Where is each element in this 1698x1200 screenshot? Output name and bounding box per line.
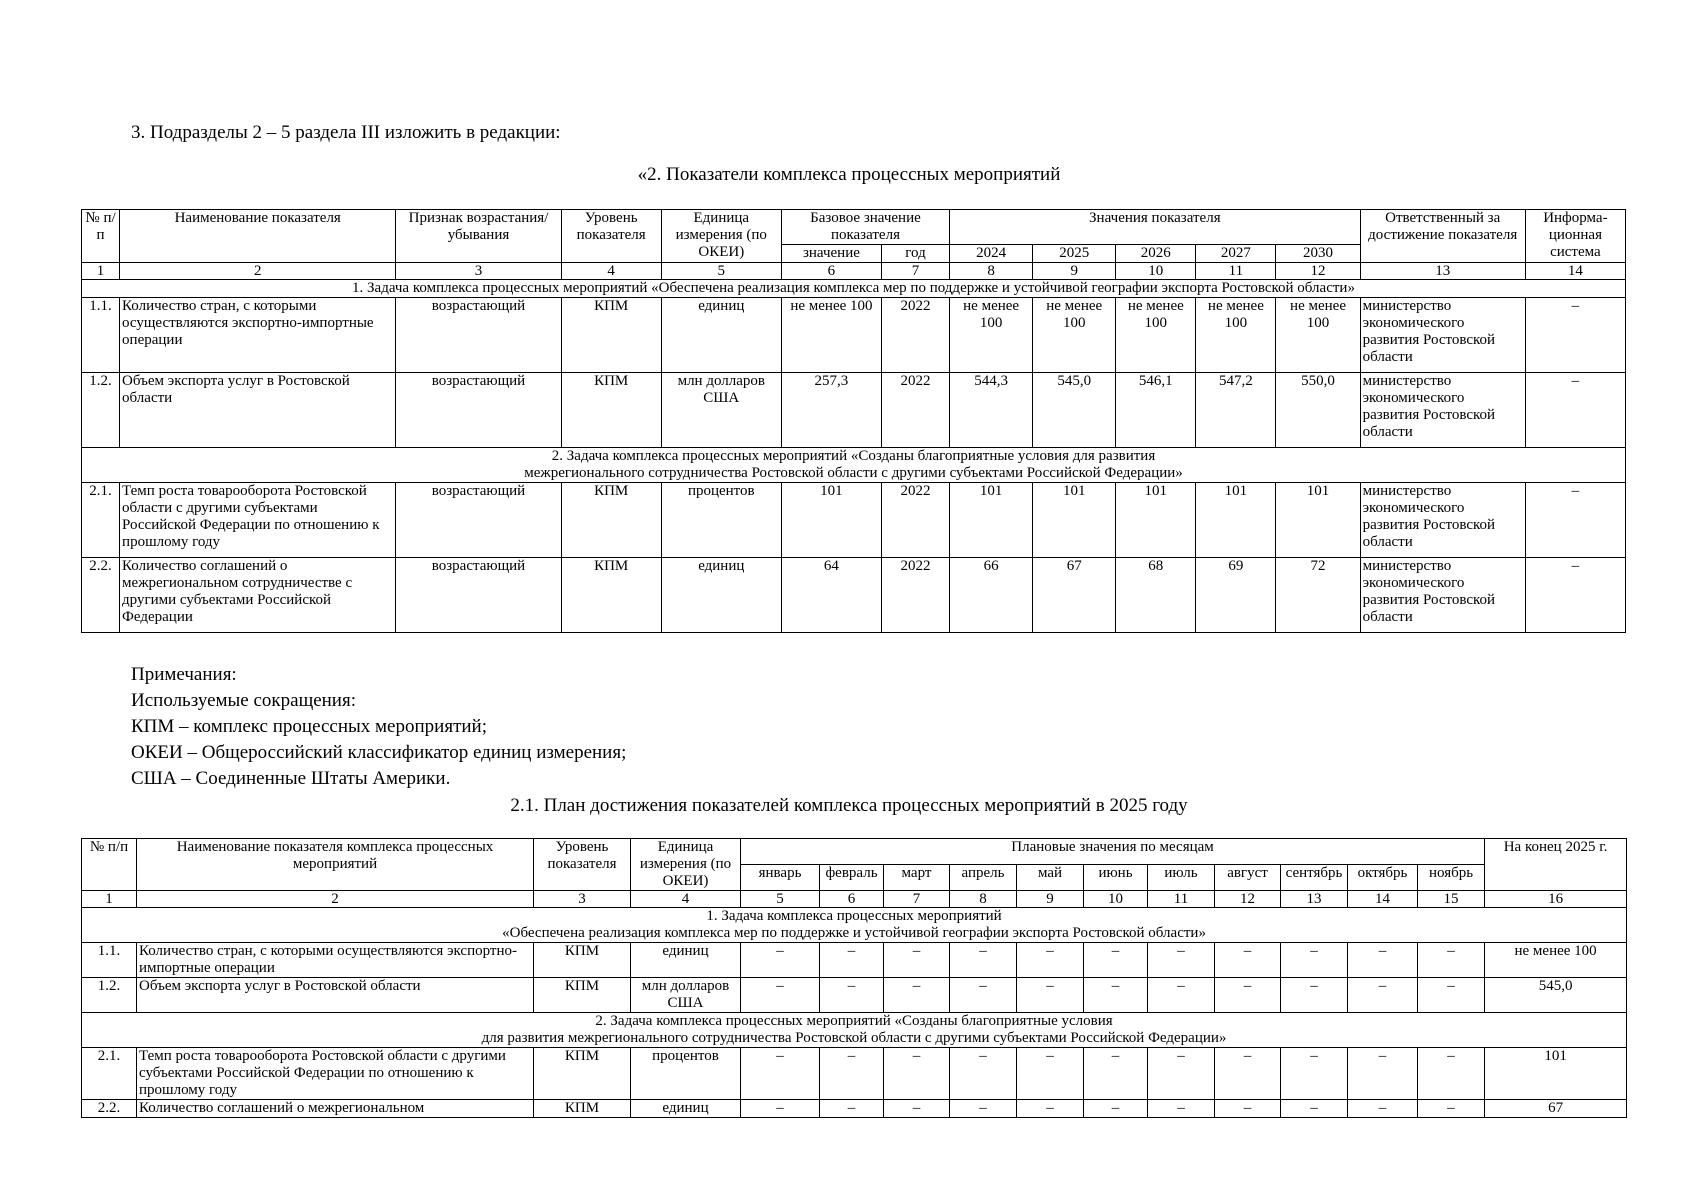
month-value: – bbox=[1148, 1100, 1215, 1118]
month-value: – bbox=[1084, 1048, 1148, 1100]
month-value: – bbox=[884, 1048, 950, 1100]
row-value-2025: 545,0 bbox=[1033, 373, 1116, 448]
header-unit: Единица измерения (по ОКЕИ) bbox=[661, 210, 781, 263]
col-number: 6 bbox=[820, 891, 884, 908]
task-2-line-2: межрегионального сотрудничества Ростовской области с другими субъектами Российской Федерации» bbox=[524, 465, 1183, 481]
row-responsible: министерство экономического развития Ростовской области bbox=[1360, 298, 1525, 373]
row-responsible: министерство экономического развития Ростовской области bbox=[1360, 558, 1525, 633]
notes-title: Примечания: bbox=[131, 664, 237, 685]
header-sign: Признак возрастания/ убывания bbox=[396, 210, 561, 263]
row-value-2030: не менее 100 bbox=[1276, 298, 1360, 373]
header-responsible: Ответственный за достижение показателя bbox=[1360, 210, 1525, 263]
month-value: – bbox=[1418, 943, 1485, 978]
col-number: 12 bbox=[1276, 263, 1360, 280]
notes-okei: ОКЕИ – Общероссийский классификатор единиц измерения; bbox=[131, 742, 627, 763]
col-number: 15 bbox=[1418, 891, 1485, 908]
row-sign: возрастающий bbox=[396, 298, 561, 373]
row-value-2026: не менее 100 bbox=[1116, 298, 1196, 373]
row-name: Количество стран, с которыми осуществляются экспортно-импортные операции bbox=[137, 943, 534, 978]
header-level: Уровень показателя bbox=[561, 210, 661, 263]
month-value: – bbox=[1148, 1048, 1215, 1100]
row-value-2026: 546,1 bbox=[1116, 373, 1196, 448]
row-sign: возрастающий bbox=[396, 483, 561, 558]
col-number: 3 bbox=[396, 263, 561, 280]
row-level: КПМ bbox=[561, 373, 661, 448]
header-year: 2024 bbox=[950, 245, 1033, 263]
row-level: КПМ bbox=[534, 978, 631, 1013]
row-name: Объем экспорта услуг в Ростовской области bbox=[137, 978, 534, 1013]
section-2-title: «2. Показатели комплекса процессных мероприятий bbox=[637, 164, 1061, 185]
row-sign: возрастающий bbox=[396, 558, 561, 633]
table-row bbox=[82, 978, 1627, 1013]
month-value: – bbox=[741, 1100, 820, 1118]
row-responsible: министерство экономического развития Ростовской области bbox=[1360, 373, 1525, 448]
month-value: – bbox=[1215, 1048, 1281, 1100]
header-month: март bbox=[884, 865, 950, 891]
header-base-year: год bbox=[881, 245, 949, 263]
col-number: 16 bbox=[1485, 891, 1627, 908]
column-numbers-row bbox=[82, 891, 1627, 908]
row-value-2025: 101 bbox=[1033, 483, 1116, 558]
month-value: – bbox=[1084, 1100, 1148, 1118]
row-base-value: не менее 100 bbox=[781, 298, 881, 373]
task-1-line-2: «Обеспечена реализация комплекса мер по поддержке и устойчивой географии экспорта Ростовской области» bbox=[502, 925, 1206, 941]
row-num: 2.2. bbox=[82, 1100, 137, 1118]
row-infosys: – bbox=[1525, 298, 1625, 373]
month-value: – bbox=[1281, 978, 1348, 1013]
month-value: – bbox=[884, 1100, 950, 1118]
month-value: – bbox=[1418, 1048, 1485, 1100]
notes-usa: США – Соединенные Штаты Америки. bbox=[131, 768, 451, 789]
notes-block bbox=[131, 662, 626, 792]
row-value-2026: 101 bbox=[1116, 483, 1196, 558]
task-1-heading: 1. Задача комплекса процессных мероприятий «Обеспечена реализация комплекса мер по поддержке и устойчивой географии экспорта Ростовской области» bbox=[82, 280, 1626, 298]
month-value: – bbox=[741, 943, 820, 978]
row-value-2027: 547,2 bbox=[1196, 373, 1276, 448]
month-value: – bbox=[1017, 978, 1084, 1013]
row-unit: единиц bbox=[661, 298, 781, 373]
month-value: – bbox=[950, 978, 1017, 1013]
month-value: – bbox=[1281, 1048, 1348, 1100]
header-year: 2027 bbox=[1196, 245, 1276, 263]
month-value: – bbox=[1348, 1048, 1418, 1100]
row-value-2027: 69 bbox=[1196, 558, 1276, 633]
month-value: – bbox=[1017, 1048, 1084, 1100]
col-number: 8 bbox=[950, 263, 1033, 280]
row-base-value: 257,3 bbox=[781, 373, 881, 448]
table-row bbox=[82, 943, 1627, 978]
month-value: – bbox=[950, 1048, 1017, 1100]
row-base-value: 101 bbox=[781, 483, 881, 558]
month-value: – bbox=[820, 943, 884, 978]
row-unit: млн долларов США bbox=[661, 373, 781, 448]
month-value: – bbox=[1084, 943, 1148, 978]
month-value: – bbox=[1348, 1100, 1418, 1118]
row-value-2026: 68 bbox=[1116, 558, 1196, 633]
task-1-line-1: 1. Задача комплекса процессных мероприятий bbox=[706, 908, 1002, 924]
row-sign: возрастающий bbox=[396, 373, 561, 448]
month-value: – bbox=[1148, 978, 1215, 1013]
header-year: 2030 bbox=[1276, 245, 1360, 263]
row-end-value: 67 bbox=[1485, 1100, 1627, 1118]
col-number: 14 bbox=[1348, 891, 1418, 908]
header-name: Наименование показателя комплекса процессных мероприятий bbox=[137, 839, 534, 891]
notes-kpm: КПМ – комплекс процессных мероприятий; bbox=[131, 716, 487, 737]
header-month: апрель bbox=[950, 865, 1017, 891]
row-responsible: министерство экономического развития Ростовской области bbox=[1360, 483, 1525, 558]
col-number: 13 bbox=[1281, 891, 1348, 908]
col-number: 5 bbox=[741, 891, 820, 908]
row-infosys: – bbox=[1525, 373, 1625, 448]
plan-table bbox=[81, 838, 1627, 1118]
month-value: – bbox=[884, 943, 950, 978]
month-value: – bbox=[1017, 943, 1084, 978]
header-month: июнь bbox=[1084, 865, 1148, 891]
task-2-line-2: для развития межрегионального сотрудничества Ростовской области с другими субъектами Российской Федерации» bbox=[481, 1030, 1227, 1046]
header-unit: Единица измерения (по ОКЕИ) bbox=[631, 839, 741, 891]
row-num: 1.1. bbox=[82, 298, 120, 373]
indicators-table bbox=[81, 209, 1626, 633]
section-2-1-title: 2.1. План достижения показателей комплекса процессных мероприятий в 2025 году bbox=[510, 795, 1188, 816]
row-end-value: не менее 100 bbox=[1485, 943, 1627, 978]
month-value: – bbox=[1281, 943, 1348, 978]
header-num: № п/п bbox=[82, 839, 137, 891]
header-month: июль bbox=[1148, 865, 1215, 891]
header-month: май bbox=[1017, 865, 1084, 891]
row-value-2024: 544,3 bbox=[950, 373, 1033, 448]
col-number: 12 bbox=[1215, 891, 1281, 908]
col-number: 11 bbox=[1196, 263, 1276, 280]
header-month: август bbox=[1215, 865, 1281, 891]
header-base: Базовое значение показателя bbox=[781, 210, 949, 245]
month-value: – bbox=[1084, 978, 1148, 1013]
col-number: 5 bbox=[661, 263, 781, 280]
month-value: – bbox=[820, 1100, 884, 1118]
col-number: 8 bbox=[950, 891, 1017, 908]
row-level: КПМ bbox=[534, 943, 631, 978]
task-2-heading bbox=[82, 448, 1626, 483]
row-end-value: 101 bbox=[1485, 1048, 1627, 1100]
month-value: – bbox=[820, 978, 884, 1013]
month-value: – bbox=[1348, 943, 1418, 978]
header-month: сентябрь bbox=[1281, 865, 1348, 891]
row-level: КПМ bbox=[561, 298, 661, 373]
row-end-value: 545,0 bbox=[1485, 978, 1627, 1013]
row-name: Количество стран, с которыми осуществляются экспортно-импортные операции bbox=[120, 298, 396, 373]
col-number: 7 bbox=[884, 891, 950, 908]
month-value: – bbox=[1215, 978, 1281, 1013]
notes-abbr-title: Используемые сокращения: bbox=[131, 690, 356, 711]
header-month: октябрь bbox=[1348, 865, 1418, 891]
table-row bbox=[82, 1100, 1627, 1118]
row-num: 1.2. bbox=[82, 373, 120, 448]
month-value: – bbox=[1348, 978, 1418, 1013]
task-2-line-1: 2. Задача комплекса процессных мероприятий «Созданы благоприятные условия bbox=[595, 1013, 1113, 1029]
col-number: 4 bbox=[631, 891, 741, 908]
row-value-2030: 550,0 bbox=[1276, 373, 1360, 448]
month-value: – bbox=[884, 978, 950, 1013]
header-values: Значения показателя bbox=[950, 210, 1361, 245]
row-value-2030: 101 bbox=[1276, 483, 1360, 558]
row-value-2027: не менее 100 bbox=[1196, 298, 1276, 373]
row-value-2024: 66 bbox=[950, 558, 1033, 633]
row-num: 2.1. bbox=[82, 483, 120, 558]
month-value: – bbox=[950, 1100, 1017, 1118]
row-infosys: – bbox=[1525, 558, 1625, 633]
task-2-heading bbox=[82, 1013, 1627, 1048]
task-2-line-1: 2. Задача комплекса процессных мероприятий «Созданы благоприятные условия для развития bbox=[551, 448, 1156, 464]
header-year: 2026 bbox=[1116, 245, 1196, 263]
row-unit: единиц bbox=[661, 558, 781, 633]
row-unit: единиц bbox=[631, 1100, 741, 1118]
table-row bbox=[82, 1048, 1627, 1100]
row-name: Объем экспорта услуг в Ростовской области bbox=[120, 373, 396, 448]
row-name: Количество соглашений о межрегиональном bbox=[137, 1100, 534, 1118]
col-number: 9 bbox=[1033, 263, 1116, 280]
header-num: № п/п bbox=[82, 210, 120, 263]
row-base-year: 2022 bbox=[881, 298, 949, 373]
row-name: Темп роста товарооборота Ростовской области с другими субъектами Российской Федерации по отношению к прошлому году bbox=[120, 483, 396, 558]
header-name: Наименование показателя bbox=[120, 210, 396, 263]
month-value: – bbox=[1148, 943, 1215, 978]
row-unit: единиц bbox=[631, 943, 741, 978]
row-level: КПМ bbox=[561, 558, 661, 633]
col-number: 2 bbox=[137, 891, 534, 908]
column-numbers-row bbox=[82, 263, 1626, 280]
row-base-year: 2022 bbox=[881, 558, 949, 633]
col-number: 13 bbox=[1360, 263, 1525, 280]
intro-text: 3. Подразделы 2 – 5 раздела III изложить в редакции: bbox=[131, 122, 561, 143]
header-plan: Плановые значения по месяцам bbox=[741, 839, 1485, 865]
row-unit: млн долларов США bbox=[631, 978, 741, 1013]
row-value-2024: не менее 100 bbox=[950, 298, 1033, 373]
row-base-year: 2022 bbox=[881, 373, 949, 448]
col-number: 11 bbox=[1148, 891, 1215, 908]
month-value: – bbox=[820, 1048, 884, 1100]
row-unit: процентов bbox=[661, 483, 781, 558]
row-num: 1.1. bbox=[82, 943, 137, 978]
col-number: 10 bbox=[1116, 263, 1196, 280]
row-level: КПМ bbox=[534, 1100, 631, 1118]
header-year: 2025 bbox=[1033, 245, 1116, 263]
col-number: 1 bbox=[82, 891, 137, 908]
month-value: – bbox=[1215, 1100, 1281, 1118]
task-1-heading bbox=[82, 908, 1627, 943]
month-value: – bbox=[1418, 1100, 1485, 1118]
col-number: 3 bbox=[534, 891, 631, 908]
header-month: ноябрь bbox=[1418, 865, 1485, 891]
col-number: 7 bbox=[881, 263, 949, 280]
row-num: 1.2. bbox=[82, 978, 137, 1013]
row-value-2025: не менее 100 bbox=[1033, 298, 1116, 373]
table-row bbox=[82, 298, 1626, 373]
row-value-2024: 101 bbox=[950, 483, 1033, 558]
row-value-2030: 72 bbox=[1276, 558, 1360, 633]
row-base-value: 64 bbox=[781, 558, 881, 633]
row-level: КПМ bbox=[561, 483, 661, 558]
row-level: КПМ bbox=[534, 1048, 631, 1100]
row-infosys: – bbox=[1525, 483, 1625, 558]
row-value-2027: 101 bbox=[1196, 483, 1276, 558]
month-value: – bbox=[741, 978, 820, 1013]
header-infosys: Информа-ционная система bbox=[1525, 210, 1625, 263]
month-value: – bbox=[1281, 1100, 1348, 1118]
header-month: январь bbox=[741, 865, 820, 891]
row-base-year: 2022 bbox=[881, 483, 949, 558]
month-value: – bbox=[950, 943, 1017, 978]
col-number: 9 bbox=[1017, 891, 1084, 908]
month-value: – bbox=[1215, 943, 1281, 978]
table-row bbox=[82, 483, 1626, 558]
row-name: Количество соглашений о межрегиональном сотрудничестве с другими субъектами Российской Федерации bbox=[120, 558, 396, 633]
table-row bbox=[82, 373, 1626, 448]
col-number: 4 bbox=[561, 263, 661, 280]
month-value: – bbox=[741, 1048, 820, 1100]
month-value: – bbox=[1017, 1100, 1084, 1118]
row-num: 2.2. bbox=[82, 558, 120, 633]
col-number: 1 bbox=[82, 263, 120, 280]
header-level: Уровень показателя bbox=[534, 839, 631, 891]
header-month: февраль bbox=[820, 865, 884, 891]
row-num: 2.1. bbox=[82, 1048, 137, 1100]
header-end: На конец 2025 г. bbox=[1485, 839, 1627, 891]
month-value: – bbox=[1418, 978, 1485, 1013]
table-row bbox=[82, 558, 1626, 633]
col-number: 6 bbox=[781, 263, 881, 280]
row-unit: процентов bbox=[631, 1048, 741, 1100]
row-value-2025: 67 bbox=[1033, 558, 1116, 633]
header-base-value: значение bbox=[781, 245, 881, 263]
col-number: 2 bbox=[120, 263, 396, 280]
col-number: 10 bbox=[1084, 891, 1148, 908]
col-number: 14 bbox=[1525, 263, 1625, 280]
row-name: Темп роста товарооборота Ростовской области с другими субъектами Российской Федерации по отношению к прошлому году bbox=[137, 1048, 534, 1100]
